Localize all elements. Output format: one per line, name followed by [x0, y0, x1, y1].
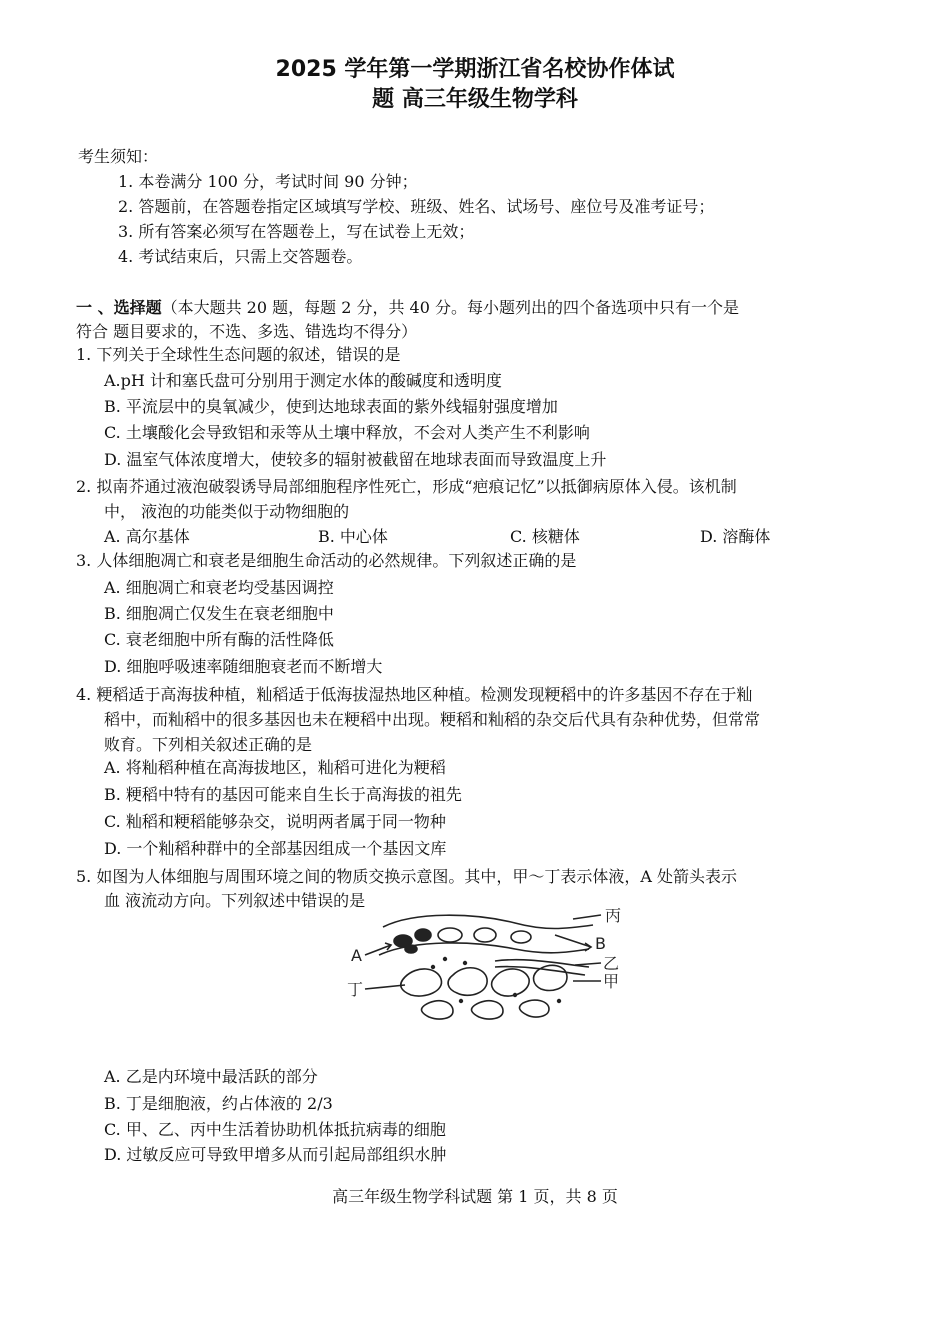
exam-title-line2: 题 高三年级生物学科 [372, 87, 578, 112]
q4-option-d: D. 一个籼稻种群中的全部基因组成一个基因文库 [104, 839, 447, 858]
notice-item: 3. 所有答案必须写在答题卷上，写在试卷上无效； [118, 222, 475, 241]
notice-item: 1. 本卷满分 100 分，考试时间 90 分钟； [118, 172, 418, 191]
body-fluid-diagram [345, 905, 635, 1025]
question-4-stem-cont: 稻中，而籼稻中的很多基因也未在粳稻中出现。粳稻和籼稻的杂交后代具有杂种优势，但常常 [104, 710, 761, 729]
figure-label-yi: 乙 [603, 954, 620, 973]
q2-option-b: B. 中心体 [318, 527, 388, 546]
notice-heading: 考生须知： [78, 147, 159, 166]
q2-option-d: D. 溶酶体 [700, 527, 771, 546]
question-5-stem: 5. 如图为人体细胞与周围环境之间的物质交换示意图。其中，甲～丁表示体液，A 处箭头表示 [76, 867, 737, 886]
section-description-cont: 符合 题目要求的，不选、多选、错选均不得分） [76, 322, 418, 341]
q1-option-b: B. 平流层中的臭氧减少，使到达地球表面的紫外线辐射强度增加 [104, 397, 558, 416]
question-2-stem: 2. 拟南芥通过液泡破裂诱导局部细胞程序性死亡，形成“疤痕记忆”以抵御病原体入侵。该机制 [76, 477, 737, 496]
figure-label-a: A [351, 946, 362, 965]
q1-option-d: D. 温室气体浓度增大，使较多的辐射被截留在地球表面而导致温度上升 [104, 450, 607, 469]
figure-label-bing: 丙 [605, 906, 622, 925]
q3-option-c: C. 衰老细胞中所有酶的活性降低 [104, 630, 334, 649]
q5-option-c: C. 甲、乙、丙中生活着协助机体抵抗病毒的细胞 [104, 1120, 446, 1139]
section-description: （本大题共 20 题，每题 2 分，共 40 分。每小题列出的四个备选项中只有一个是 [161, 298, 739, 317]
figure-label-ding: 丁 [347, 980, 364, 999]
q1-option-a: A.pH 计和塞氏盘可分别用于测定水体的酸碱度和透明度 [104, 371, 502, 390]
question-2-stem-cont: 中， 液泡的功能类似于动物细胞的 [104, 502, 350, 521]
question-4-stem: 4. 粳稻适于高海拔种植，籼稻适于低海拔湿热地区种植。检测发现粳稻中的许多基因不存在于籼 [76, 685, 753, 704]
page-footer: 高三年级生物学科试题 第 1 页，共 8 页 [332, 1187, 618, 1206]
q5-option-d: D. 过敏反应可导致甲增多从而引起局部组织水肿 [104, 1145, 447, 1164]
question-1-stem: 1. 下列关于全球性生态问题的叙述，错误的是 [76, 345, 401, 364]
q4-option-c: C. 籼稻和粳稻能够杂交，说明两者属于同一物种 [104, 812, 446, 831]
question-3-stem: 3. 人体细胞凋亡和衰老是细胞生命活动的必然规律。下列叙述正确的是 [76, 551, 577, 570]
q2-option-a: A. 高尔基体 [104, 527, 190, 546]
section-header [76, 298, 739, 318]
q5-option-b: B. 丁是细胞液，约占体液的 2/3 [104, 1094, 333, 1113]
exam-title-line1: 2025 学年第一学期浙江省名校协作体试 [275, 57, 675, 82]
notice-item: 2. 答题前，在答题卷指定区域填写学校、班级、姓名、试场号、座位号及准考证号； [118, 197, 715, 216]
notice-item: 4. 考试结束后，只需上交答题卷。 [118, 247, 363, 266]
question-4-stem-cont: 败育。下列相关叙述正确的是 [104, 735, 313, 754]
question-5-stem-cont: 血 液流动方向。下列叙述中错误的是 [104, 891, 366, 910]
figure-label-jia: 甲 [603, 972, 620, 991]
q4-option-a: A. 将籼稻种植在高海拔地区，籼稻可进化为粳稻 [104, 758, 446, 777]
q5-option-a: A. 乙是内环境中最活跃的部分 [104, 1067, 318, 1086]
section-label: 一 、选择题 [76, 298, 162, 317]
q3-option-a: A. 细胞凋亡和衰老均受基因调控 [104, 578, 334, 597]
q2-option-c: C. 核糖体 [510, 527, 580, 546]
q3-option-b: B. 细胞凋亡仅发生在衰老细胞中 [104, 604, 334, 623]
q3-option-d: D. 细胞呼吸速率随细胞衰老而不断增大 [104, 657, 383, 676]
figure-label-b: B [595, 934, 606, 953]
q4-option-b: B. 粳稻中特有的基因可能来自生长于高海拔的祖先 [104, 785, 462, 804]
q1-option-c: C. 土壤酸化会导致铝和汞等从土壤中释放，不会对人类产生不利影响 [104, 423, 590, 442]
